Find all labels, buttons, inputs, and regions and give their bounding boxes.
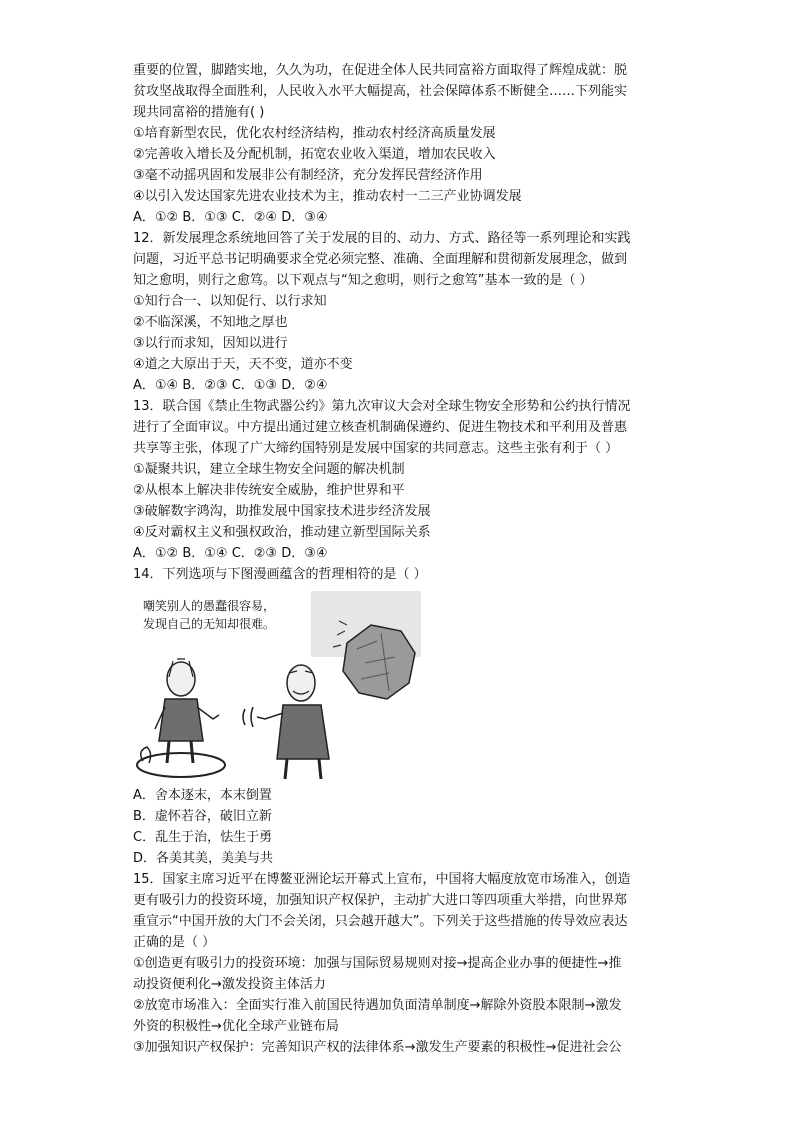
- answer-choices: A．①④ B．②③ C．①③ D．②④: [133, 378, 328, 393]
- question-12: [133, 228, 663, 396]
- cartoon-caption-line: 嘲笑别人的愚蠢很容易，: [143, 599, 276, 613]
- option-line: ④道之大原出于天，天不变，道亦不变: [133, 357, 353, 372]
- option-line: ②放宽市场准入：全面实行准入前国民待遇加负面清单制度→解除外资股本限制→激发: [133, 998, 622, 1013]
- cartoon-illustration: [133, 591, 433, 781]
- option-line: 动投资便利化→激发投资主体活力: [133, 977, 326, 992]
- question-stem-line: 14．下列选项与下图漫画蕴含的哲理相符的是（ ）: [133, 567, 427, 582]
- question-stem-line: 13．联合国《禁止生物武器公约》第九次审议大会对全球生物安全形势和公约执行情况: [133, 399, 631, 414]
- option-line: ③破解数字鸿沟，助推发展中国家技术进步经济发展: [133, 504, 431, 519]
- option-line: ①知行合一、以知促行、以行求知: [133, 294, 327, 309]
- question-stem-line: 12．新发展理念系统地回答了关于发展的目的、动力、方式、路径等一系列理论和实践: [133, 231, 631, 246]
- question-stem-line: 15．国家主席习近平在博鳌亚洲论坛开幕式上宣布，中国将大幅度放宽市场准入，创造: [133, 872, 631, 887]
- question-stem-line: 共享等主张，体现了广大缔约国特别是发展中国家的共同意志。这些主张有利于（ ）: [133, 441, 619, 456]
- option-line: ③以行而求知，因知以进行: [133, 336, 288, 351]
- option-line: B．虚怀若谷，破旧立新: [133, 809, 272, 824]
- option-line: ②不临深溪，不知地之厚也: [133, 315, 288, 330]
- option-line: ③加强知识产权保护：完善知识产权的法律体系→激发生产要素的积极性→促进社会公: [133, 1040, 622, 1055]
- option-line: ④反对霸权主义和强权政治，推动建立新型国际关系: [133, 525, 431, 540]
- question-14: [133, 564, 663, 869]
- option-line: ①凝聚共识，建立全球生物安全问题的解决机制: [133, 462, 405, 477]
- question-stem-line: 重宣示“中国开放的大门不会关闭，只会越开越大”。下列关于这些措施的传导效应表达: [133, 914, 628, 929]
- option-line: ④以引入发达国家先进农业技术为主，推动农村一二三产业协调发展: [133, 189, 522, 204]
- question-stem-line: 更有吸引力的投资环境，加强知识产权保护，主动扩大进口等四项重大举措，向世界郑: [133, 893, 628, 908]
- question-11: [133, 60, 663, 228]
- question-13: [133, 396, 663, 564]
- option-line: D．各美其美，美美与共: [133, 851, 274, 866]
- left-figure-icon: [137, 659, 225, 777]
- question-stem-line: 进行了全面审议。中方提出通过建立核查机制确保遵约、促进生物技术和平利用及普惠: [133, 420, 628, 435]
- exam-page: [133, 60, 663, 1058]
- answer-choices: A．①② B．①④ C．②③ D．③④: [133, 546, 328, 561]
- answer-choices: A．①② B．①③ C．②④ D．③④: [133, 210, 328, 225]
- question-stem-line: 知之愈明，则行之愈笃。以下观点与“知之愈明，则行之愈笃”基本一致的是（ ）: [133, 273, 593, 288]
- speech-marks-icon: [243, 707, 253, 727]
- option-line: ②从根本上解决非传统安全威胁，维护世界和平: [133, 483, 405, 498]
- question-stem-line: 现共同富裕的措施有( ): [133, 105, 265, 120]
- option-line: C．乱生于治，怯生于勇: [133, 830, 273, 845]
- question-stem-line: 正确的是（ ）: [133, 935, 216, 950]
- question-stem-line: 重要的位置，脚踏实地，久久为功，在促进全体人民共同富裕方面取得了辉煌成就：脱: [133, 63, 628, 78]
- cartoon-caption-line: 发现自己的无知却很难。: [143, 617, 276, 631]
- option-line: ①创造更有吸引力的投资环境：加强与国际贸易规则对接→提高企业办事的便捷性→推: [133, 956, 622, 971]
- option-line: ③毫不动摇巩固和发展非公有制经济，充分发挥民营经济作用: [133, 168, 483, 183]
- question-15: [133, 869, 663, 1058]
- option-line: ①培育新型农民，优化农村经济结构，推动农村经济高质量发展: [133, 126, 496, 141]
- option-line: ②完善收入增长及分配机制，拓宽农业收入渠道，增加农民收入: [133, 147, 496, 162]
- question-stem-line: 问题，习近平总书记明确要求全党必须完整、准确、全面理解和贯彻新发展理念，做到: [133, 252, 628, 267]
- right-figure-icon: [257, 665, 329, 779]
- option-line: 外资的积极性→优化全球产业链布局: [133, 1019, 339, 1034]
- option-line: A．舍本逐末，本末倒置: [133, 788, 272, 803]
- cartoon-caption: [143, 597, 275, 633]
- question-stem-line: 贫攻坚战取得全面胜利，人民收入水平大幅提高，社会保障体系不断健全……下列能实: [133, 84, 628, 99]
